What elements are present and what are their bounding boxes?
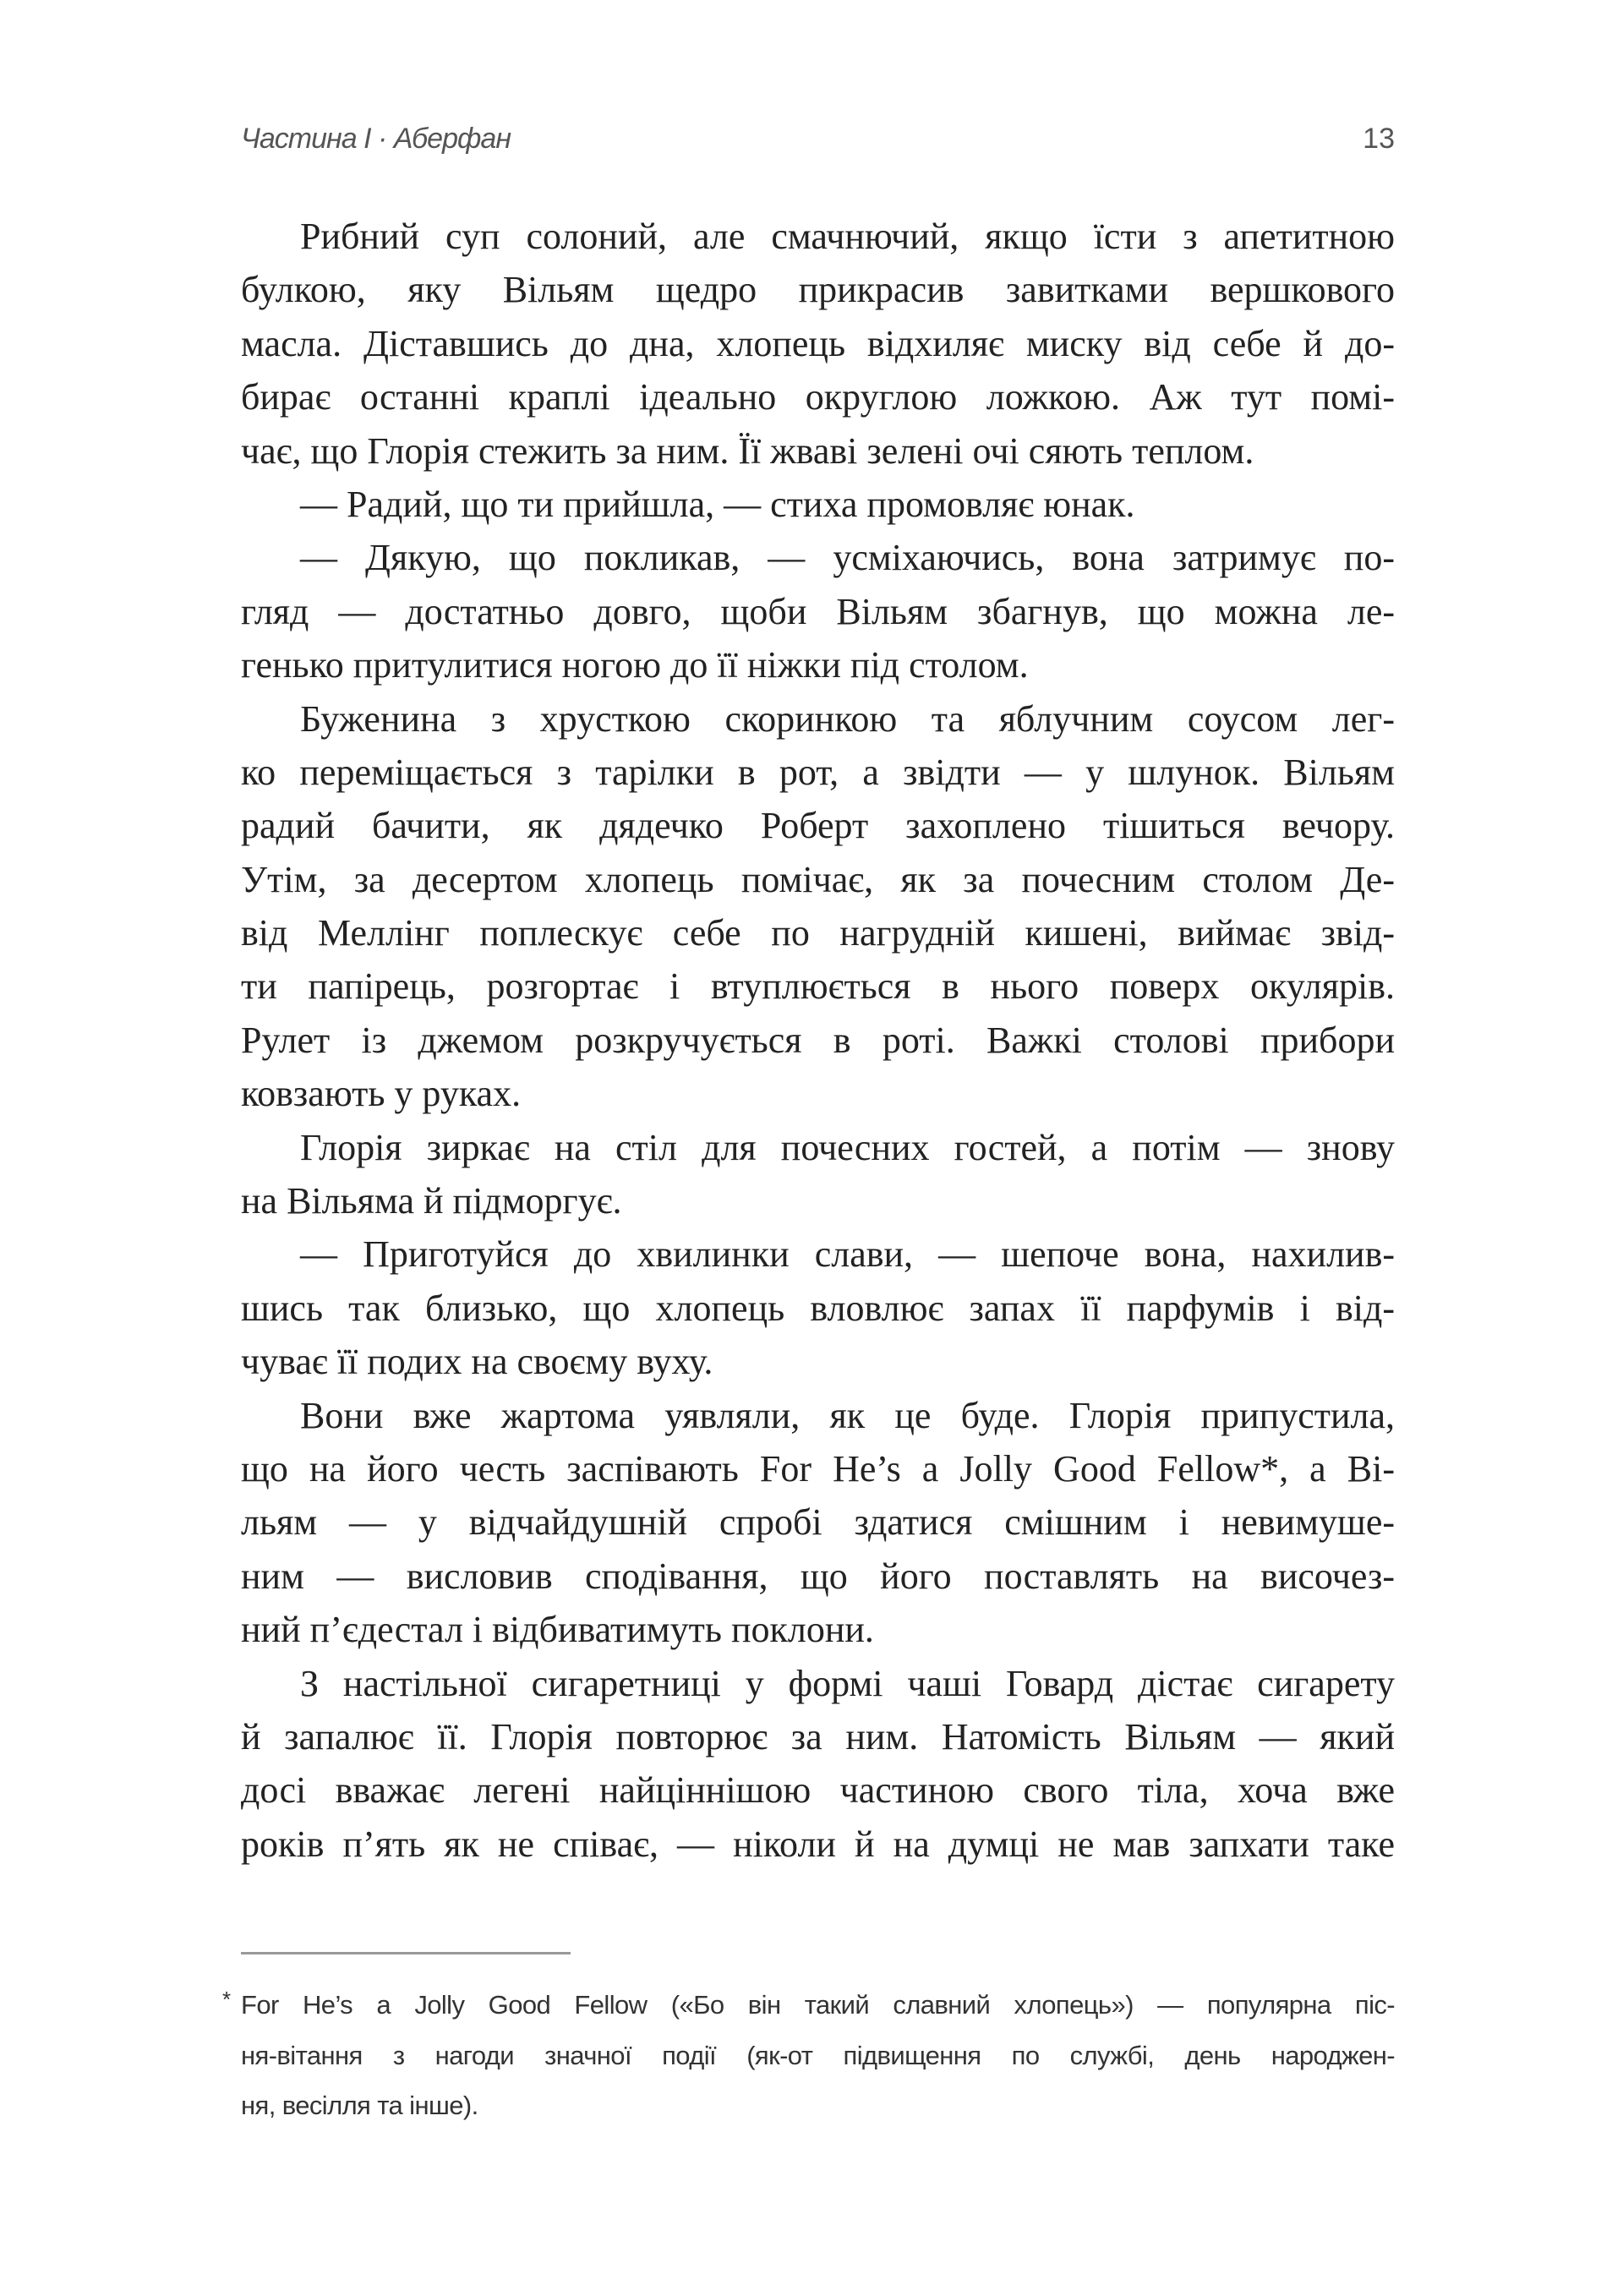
text-line: ний п’єдестал і відбиватимуть поклони. bbox=[241, 1609, 874, 1651]
text-line: З настільної сигаретниці у формі чаші Говард дістає сигарету bbox=[300, 1662, 1395, 1704]
text-line: Буженина з хрусткою скоринкою та яблучним соусом лег- bbox=[300, 697, 1395, 740]
text-line: років п’ять як не співає, — ніколи й на думці не мав запхати таке bbox=[241, 1823, 1395, 1865]
text-line: від Меллінг поплескує себе по нагрудній кишені, виймає звід- bbox=[241, 912, 1395, 954]
text-line: — Дякую, що покликав, — усміхаючись, вона затримує по- bbox=[300, 537, 1395, 579]
page-number: 13 bbox=[1363, 123, 1395, 155]
paragraph bbox=[241, 1389, 1395, 1657]
text-line: досі вважає легені найціннішою частиною свого тіла, хоча вже bbox=[241, 1769, 1395, 1812]
footnote-line: ня, весілля та інше). bbox=[241, 2091, 478, 2120]
paragraph bbox=[241, 1227, 1395, 1388]
text-line: й запалює її. Глорія повторює за ним. Натомість Вільям — який bbox=[241, 1715, 1395, 1758]
paragraph bbox=[241, 210, 1395, 478]
text-line: радий бачити, як дядечко Роберт захоплено тішиться вечору. bbox=[241, 805, 1395, 847]
text-line: Утім, за десертом хлопець помічає, як за почесним столом Де- bbox=[241, 858, 1395, 900]
text-line: шись так близько, що хлопець вловлює запах її парфумів і від- bbox=[241, 1287, 1395, 1329]
text-line: ковзають у руках. bbox=[241, 1073, 522, 1115]
text-line: Глорія зиркає на стіл для почесних гостей, а потім — знову bbox=[300, 1126, 1395, 1168]
text-line: генько притулитися ногою до її ніжки під столом. bbox=[241, 644, 1029, 686]
text-line: Вони вже жартома уявляли, як це буде. Глорія припустила, bbox=[300, 1394, 1395, 1436]
running-head: Частина I · Аберфан bbox=[241, 123, 511, 155]
text-line: ним — висловив сподівання, що його поставлять на височез- bbox=[241, 1555, 1395, 1597]
text-line: Рибний суп солоний, але смачнючий, якщо їсти з апетитною bbox=[300, 216, 1395, 257]
text-line: бирає останні краплі ідеально округлою ложкою. Аж тут помі- bbox=[241, 376, 1395, 418]
text-line: на Вільяма й підморгує. bbox=[241, 1180, 622, 1222]
paragraph bbox=[241, 531, 1395, 692]
footnote-mark: * bbox=[222, 1987, 231, 2012]
body-text bbox=[241, 210, 1395, 1871]
text-line: льям — у відчайдушній спробі здатися смішним і невимуше- bbox=[241, 1501, 1395, 1544]
text-line: Рулет із джемом розкручується в роті. Важкі столові прибори bbox=[241, 1019, 1395, 1061]
footnote-line: For He’s a Jolly Good Fellow («Бо він такий славний хлопець») — популярна піс- bbox=[241, 1990, 1395, 2020]
text-line: масла. Діставшись до дна, хлопець відхиляє миску від себе й до- bbox=[241, 322, 1395, 364]
text-line: — Радий, що ти прийшла, — стиха промовляє юнак. bbox=[300, 483, 1135, 525]
text-line: чуває її подих на своєму вуху. bbox=[241, 1341, 713, 1383]
footnote-rule bbox=[241, 1952, 571, 1954]
footnote bbox=[222, 1980, 1395, 2131]
paragraph bbox=[241, 1121, 1395, 1228]
paragraph bbox=[241, 1657, 1395, 1872]
paragraph bbox=[241, 478, 1395, 531]
footnote-line: ня-вітання з нагоди значної події (як-от підвищення по службі, день народжен- bbox=[241, 2040, 1395, 2070]
text-line: гляд — достатньо довго, щоби Вільям збагнув, що можна ле- bbox=[241, 590, 1395, 632]
text-line: ти папірець, розгортає і втуплюється в нього поверх окулярів. bbox=[241, 965, 1395, 1008]
text-line: ко переміщається з тарілки в рот, а звідти — у шлунок. Вільям bbox=[241, 751, 1395, 793]
text-line: — Приготуйся до хвилинки слави, — шепоче вона, нахилив- bbox=[300, 1233, 1395, 1276]
text-line: що на його честь заспівають For He’s a Jolly Good Fellow*, а Ві- bbox=[241, 1447, 1395, 1490]
text-line: булкою, яку Вільям щедро прикрасив завитками вершкового bbox=[241, 269, 1395, 311]
paragraph bbox=[241, 692, 1395, 1121]
text-line: чає, що Глорія стежить за ним. Її жваві зелені очі сяють теплом. bbox=[241, 429, 1254, 472]
